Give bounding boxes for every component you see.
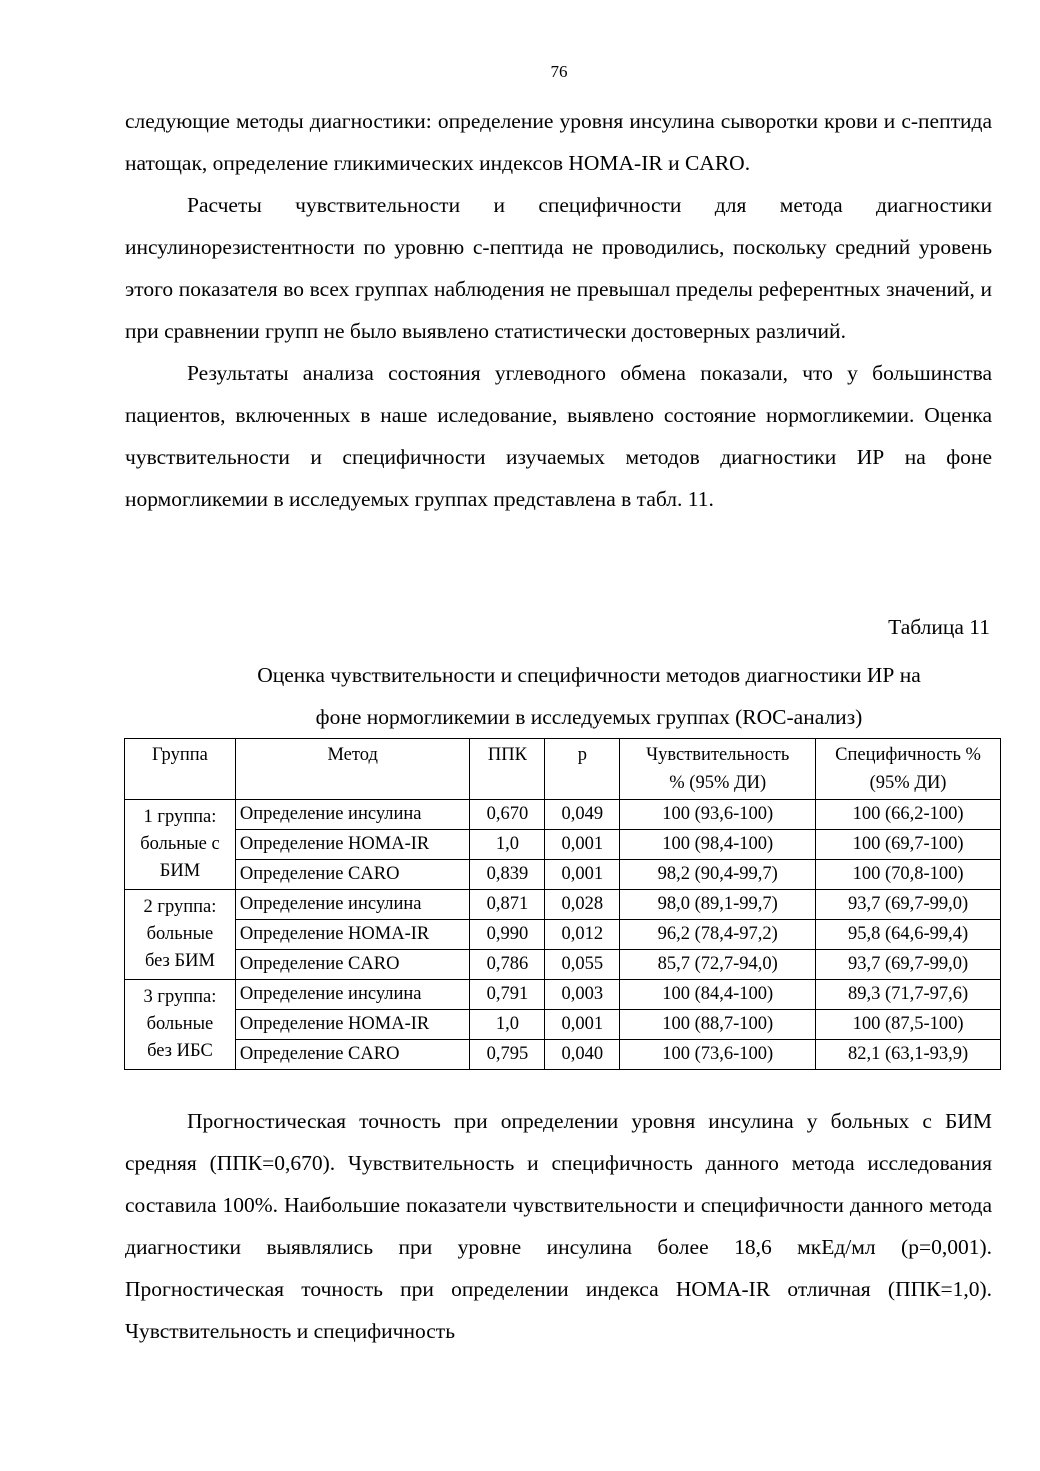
p-cell: 0,055 [545,950,620,980]
group-name-line: больные [146,1014,214,1034]
table-row [125,920,1001,950]
header-specificity-line-2: (95% ДИ) [869,773,947,793]
sensitivity-cell: 98,0 (89,1-99,7) [620,890,816,920]
p-cell: 0,049 [545,800,620,830]
p-cell: 0,040 [545,1040,620,1070]
table-title [125,654,1040,738]
header-method: Метод [235,739,470,800]
table-row [125,890,1001,920]
header-sensitivity [620,739,816,800]
p-cell: 0,001 [545,1010,620,1040]
table-row [125,950,1001,980]
group-name-line: 1 группа: [143,807,217,827]
specificity-cell: 89,3 (71,7-97,6) [816,980,1001,1010]
specificity-cell: 93,7 (69,7-99,0) [816,890,1001,920]
sensitivity-cell: 100 (84,4-100) [620,980,816,1010]
auc-cell: 1,0 [470,830,545,860]
method-cell: Определение инсулина [235,800,470,830]
method-cell: Определение HOMA-IR [235,920,470,950]
body-text-before-table [125,100,992,520]
header-auc: ППК [470,739,545,800]
header-specificity [816,739,1001,800]
method-cell: Определение CARO [235,950,470,980]
p-cell: 0,003 [545,980,620,1010]
header-group: Группа [125,739,236,800]
auc-cell: 0,839 [470,860,545,890]
group-name-line: без ИБС [147,1041,213,1061]
paragraph-2: Расчеты чувствительности и специфичности для метода диагностики инсулинорезистентности по уровню с-пептида не проводились, поскольку средний уровень этого показателя во всех группах наблюдения не превышал пределы референтных значений, и при сравнении групп не было выявлено статистически достоверных различий. [125,193,992,343]
group-name-line: без БИМ [144,951,215,971]
table-label: Таблица 11 [888,615,990,639]
specificity-cell: 93,7 (69,7-99,0) [816,950,1001,980]
group-name-line: больные с [140,834,220,854]
group-cell [125,890,236,980]
specificity-cell: 100 (87,5-100) [816,1010,1001,1040]
group-cell [125,800,236,890]
table-row [125,1010,1001,1040]
p-cell: 0,001 [545,830,620,860]
body-text-after-table [125,1100,992,1352]
method-cell: Определение HOMA-IR [235,830,470,860]
specificity-cell: 95,8 (64,6-99,4) [816,920,1001,950]
table-title-line-1: Оценка чувствительности и специфичности методов диагностики ИР на [257,663,921,687]
auc-cell: 0,791 [470,980,545,1010]
sensitivity-cell: 100 (98,4-100) [620,830,816,860]
auc-cell: 0,990 [470,920,545,950]
sensitivity-cell: 98,2 (90,4-99,7) [620,860,816,890]
auc-cell: 0,871 [470,890,545,920]
specificity-cell: 100 (70,8-100) [816,860,1001,890]
group-name-line: БИМ [159,861,201,881]
p-cell: 0,001 [545,860,620,890]
table-row [125,1040,1001,1070]
header-specificity-line-1: Специфичность % [835,745,981,765]
group-name-line: больные [146,924,214,944]
group-name-line: 3 группа: [143,987,217,1007]
auc-cell: 1,0 [470,1010,545,1040]
specificity-cell: 100 (69,7-100) [816,830,1001,860]
sensitivity-cell: 100 (73,6-100) [620,1040,816,1070]
paragraph-3: Результаты анализа состояния углеводного обмена показали, что у большинства пациентов, включенных в наше иследование, выявлено состояние нормогликемии. Оценка чувствительности и специфичности изучаемых методов диагностики ИР на фоне нормогликемии в исследуемых группах представлена в табл. 11. [125,361,992,511]
auc-cell: 0,786 [470,950,545,980]
method-cell: Определение инсулина [235,980,470,1010]
table-row [125,800,1001,830]
results-table [124,738,1001,1070]
method-cell: Определение инсулина [235,890,470,920]
p-cell: 0,028 [545,890,620,920]
method-cell: Определение CARO [235,860,470,890]
table-row [125,830,1001,860]
header-p: p [545,739,620,800]
p-cell: 0,012 [545,920,620,950]
table-header-row [125,739,1001,800]
paragraph-4: Прогностическая точность при определении уровня инсулина у больных с БИМ средняя (ППК=0,670). Чувствительность и специфичность данного метода исследования составила 100%. Наибольшие показатели чувствительности и специфичности данного метода диагностики выявлялись при уровне инсулина более 18,6 мкЕд/мл (p=0,001). Прогностическая точность при определении индекса HOMA-IR отличная (ППК=1,0). Чувствительность и специфичность [125,1109,992,1343]
page-number: 76 [550,62,568,81]
paragraph-1: следующие методы диагностики: определение уровня инсулина сыворотки крови и с-пептида натощак, определение гликимических индексов HOMA-IR и CARO. [125,109,992,175]
specificity-cell: 100 (66,2-100) [816,800,1001,830]
table-row [125,980,1001,1010]
sensitivity-cell: 85,7 (72,7-94,0) [620,950,816,980]
group-cell [125,980,236,1070]
sensitivity-cell: 100 (88,7-100) [620,1010,816,1040]
sensitivity-cell: 100 (93,6-100) [620,800,816,830]
table-title-line-2: фоне нормогликемии в исследуемых группах (ROC-анализ) [315,705,863,729]
table-row [125,860,1001,890]
group-name-line: 2 группа: [143,897,217,917]
method-cell: Определение HOMA-IR [235,1010,470,1040]
header-sensitivity-line-1: Чувствительность [646,745,790,765]
auc-cell: 0,670 [470,800,545,830]
method-cell: Определение CARO [235,1040,470,1070]
header-sensitivity-line-2: % (95% ДИ) [669,773,767,793]
auc-cell: 0,795 [470,1040,545,1070]
sensitivity-cell: 96,2 (78,4-97,2) [620,920,816,950]
specificity-cell: 82,1 (63,1-93,9) [816,1040,1001,1070]
